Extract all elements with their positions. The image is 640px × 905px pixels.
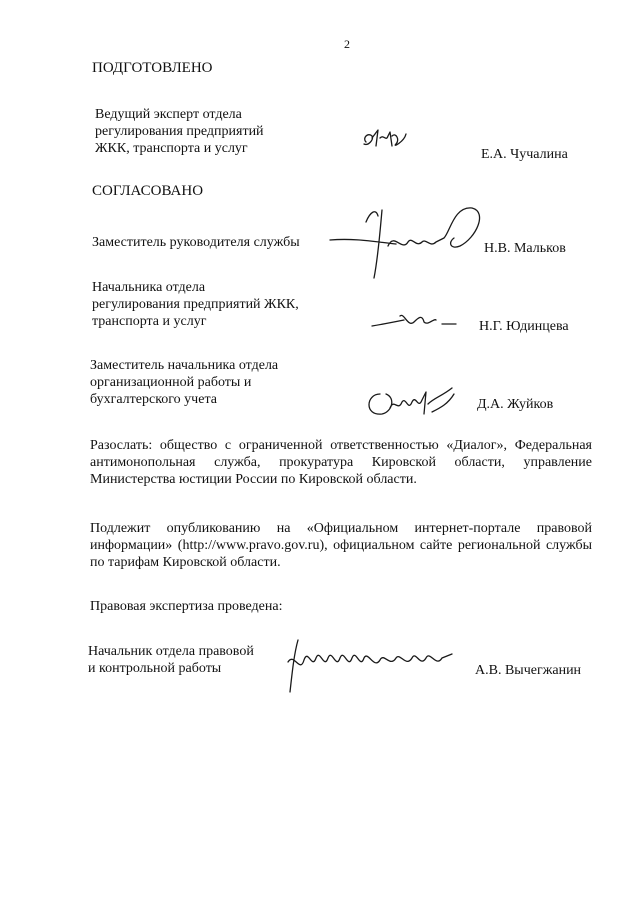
- signer-3-position: [90, 357, 278, 408]
- prepared-position: [95, 106, 264, 157]
- signer-2-name: Н.Г. Юдинцева: [479, 319, 569, 334]
- signature-vychegzhanin: [280, 634, 460, 696]
- legal-review-position-line: Начальник отдела правовой: [88, 644, 254, 659]
- legal-review-position: [88, 643, 254, 677]
- signer-2-position-line: регулирования предприятий ЖКК,: [92, 297, 299, 312]
- prepared-position-line: ЖКК, транспорта и услуг: [95, 141, 248, 156]
- signer-1-position: [92, 234, 300, 251]
- signature-yudintseva: [370, 306, 460, 336]
- signer-1-name: Н.В. Мальков: [484, 241, 566, 256]
- legal-review-position-line: и контрольной работы: [88, 661, 222, 676]
- signature-malkov: [326, 202, 496, 282]
- signer-3-position-line: Заместитель начальника отдела: [90, 358, 279, 373]
- prepared-heading: ПОДГОТОВЛЕНО: [92, 60, 213, 76]
- signer-3-position-line: бухгалтерского учета: [90, 392, 217, 407]
- prepared-position-line: Ведущий эксперт отдела: [95, 107, 242, 122]
- signer-1-position-line: Заместитель руководителя службы: [92, 235, 300, 250]
- agreed-heading: СОГЛАСОВАНО: [92, 183, 204, 199]
- signer-3-name: Д.А. Жуйков: [477, 397, 554, 412]
- legal-review-name: А.В. Вычегжанин: [475, 663, 582, 678]
- prepared-position-line: регулирования предприятий: [95, 124, 264, 139]
- distribution-text: Разослать: общество с ограниченной ответственностью «Диалог», Федеральная антимонопольная служба, прокуратура Кировской области, управление Министерства юстиции России по Кировской области.: [90, 438, 592, 487]
- publication-text: Подлежит опубликованию на «Официальном интернет-портале правовой информации» (http://www.pravo.gov.ru), официальном сайте региональной службы по тарифам Кировской области.: [90, 521, 592, 570]
- legal-review-statement: Правовая экспертиза проведена:: [90, 599, 283, 614]
- signer-2-position-line: Начальника отдела: [92, 280, 206, 295]
- signer-2-position: [92, 279, 299, 330]
- signer-3-position-line: организационной работы и: [90, 375, 252, 390]
- signature-zhuikov: [362, 384, 462, 424]
- signature-chuchalina: [360, 124, 410, 154]
- page-number: 2: [344, 37, 350, 51]
- signer-2-position-line: транспорта и услуг: [92, 314, 207, 329]
- prepared-name: Е.А. Чучалина: [481, 147, 568, 162]
